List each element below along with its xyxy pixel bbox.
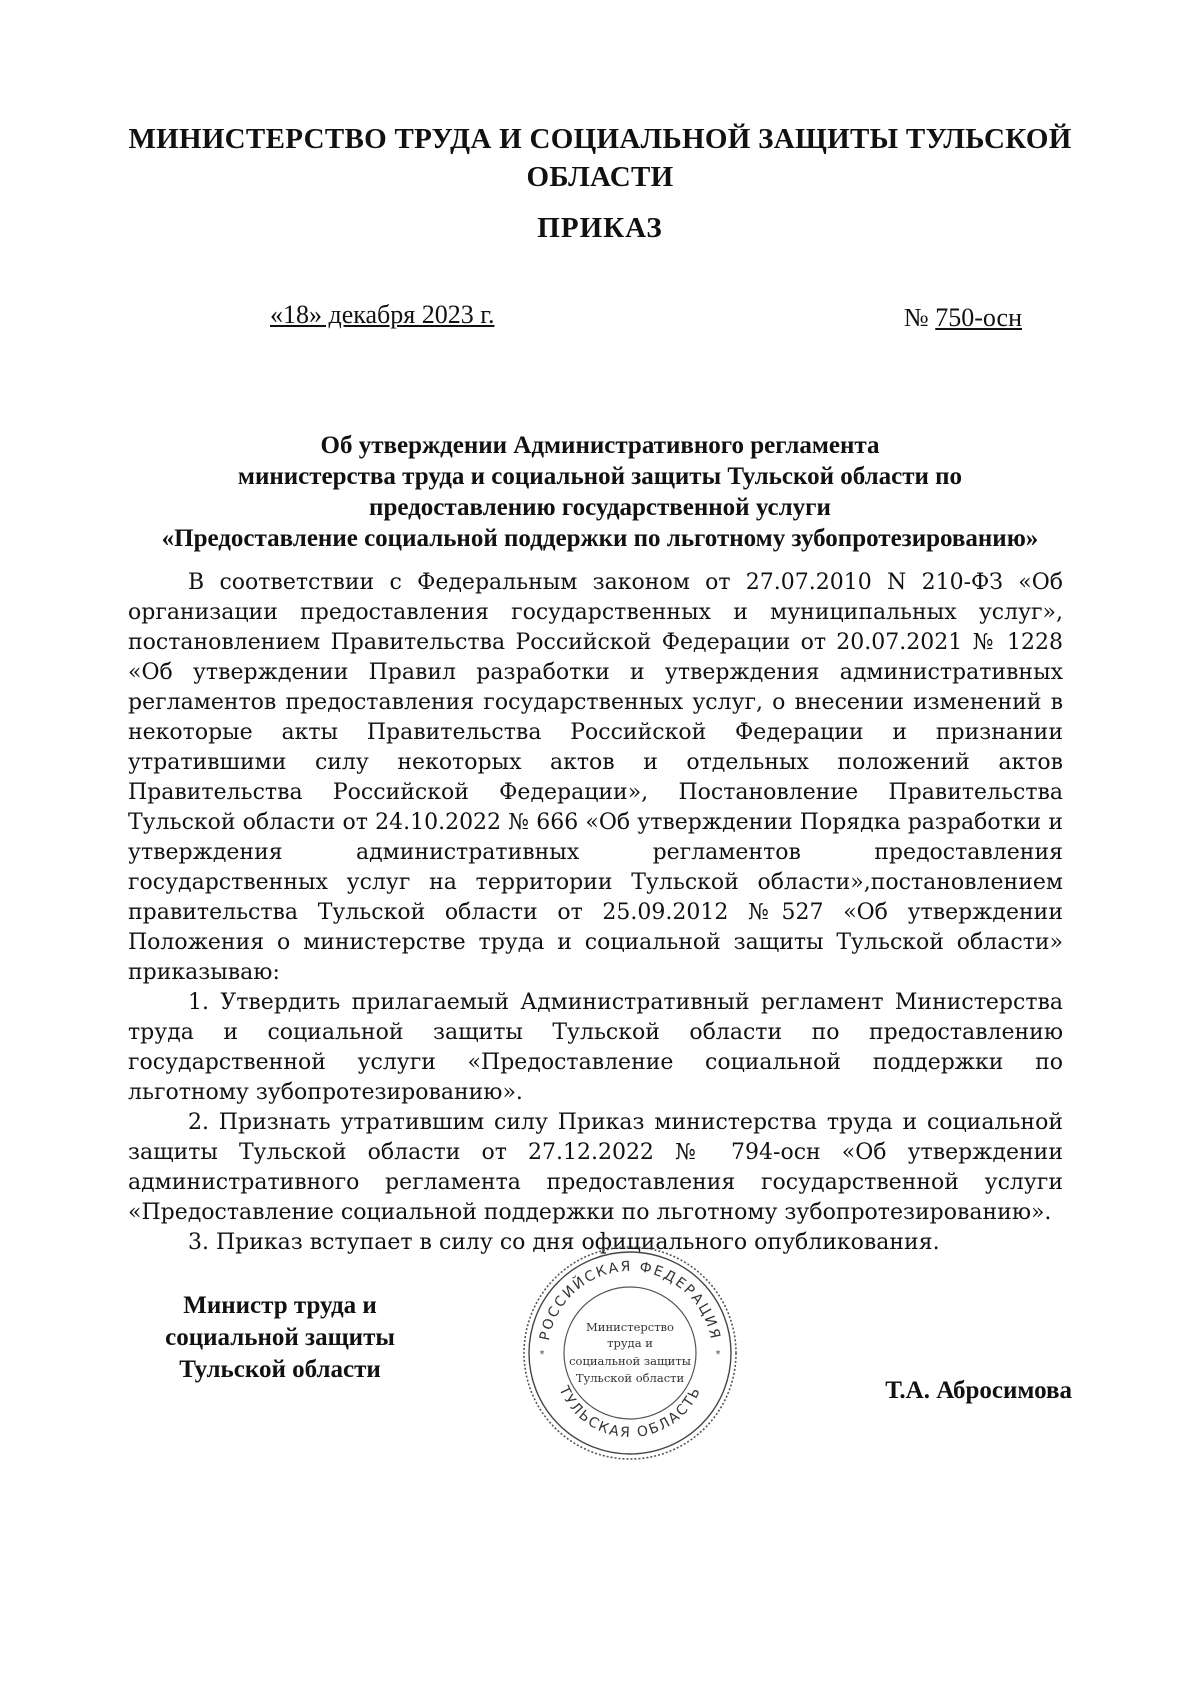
stamp-outer-top: РОССИЙСКАЯ ФЕДЕРАЦИЯ [536,1258,724,1342]
order-number [904,303,1022,333]
stamp-outer-bottom: ТУЛЬСКАЯ ОБЛАСТЬ [555,1383,705,1442]
order-item-3: 3. Приказ вступает в силу со дня официального опубликования. [188,1230,940,1255]
official-stamp [520,1243,740,1463]
doc-type-title: ПРИКАЗ [537,212,663,244]
preamble-paragraph: В соответствии с Федеральным законом от 27.07.2010 N 210-ФЗ «Об организации предоставления государственных и муниципальных услуг», постановлением Правительства Российской Федерации от 20.07.2021 № 1228 «Об утверждении Правил разработки и утверждения административных регламентов предоставления государственных услуг, о внесении изменений в некоторые акты Правительства Российской Федерации и признании утратившими силу некоторых актов и отдельных положений актов Правительства Российской Федерации», Постановление Правительства Тульской области от 24.10.2022 № 666 «Об утверждении Порядка разработки и утверждения административных регламентов предоставления государственных услуг на территории Тульской области»,постановлением правительства Тульской области от 25.09.2012 №527 «Об утверждении Положения о министерстве труда и социальной защиты Тульской области» приказываю: [128,570,1063,985]
position-line-2: социальной защиты [165,1324,395,1351]
subject-line-4: «Предоставление социальной поддержки по льготному зубопротезированию» [161,525,1039,552]
stamp-star-right: * [715,1349,721,1360]
subject-line-2: министерства труда и социальной защиты Тульской области по [237,463,963,490]
stamp-inner-line-3: социальной защиты [569,1354,691,1368]
svg-text:ТУЛЬСКАЯ ОБЛАСТЬ [555,1383,704,1441]
order-item-1: 1. Утвердить прилагаемый Административный регламент Министерства труда и социальной защиты Тульской области по предоставлению государственной услуги «Предоставление социальной поддержки по льготному зубопротезированию». [128,990,1063,1105]
signatory-position [110,1290,450,1386]
subject-line-1: Об утверждении Административного регламента [320,432,880,459]
subject-line-3: предоставлению государственной услуги [369,494,831,521]
order-item-2: 2. Признать утратившим силу Приказ министерства труда и социальной защиты Тульской области от 27.12.2022 № 794-осн «Об утверждении административного регламента предоставления государственной услуги «Предоставление социальной поддержки по льготному зубопротезированию». [128,1110,1063,1225]
position-line-1: Министр труда и [183,1292,377,1319]
signatory-name: Т.А. Абросимова [885,1377,1072,1404]
order-date: «18» декабря 2023 г. [270,300,495,329]
number-value: 750-осн [935,303,1022,332]
stamp-inner-line-2: труда и [607,1336,653,1350]
ministry-line-2: ОБЛАСТИ [526,161,674,193]
order-body [128,568,1063,1258]
number-prefix: № [903,303,929,332]
stamp-star-left: * [539,1349,545,1360]
stamp-inner-line-4: Тульской области [575,1371,685,1385]
ministry-line-1: МИНИСТЕРСТВО ТРУДА И СОЦИАЛЬНОЙ ЗАЩИТЫ ТУЛЬСКОЙ [128,123,1072,155]
stamp-inner-line-1: Министерство [586,1320,674,1334]
position-line-3: Тульской области [179,1356,381,1383]
ministry-header [100,120,1100,196]
order-subject [120,430,1080,554]
